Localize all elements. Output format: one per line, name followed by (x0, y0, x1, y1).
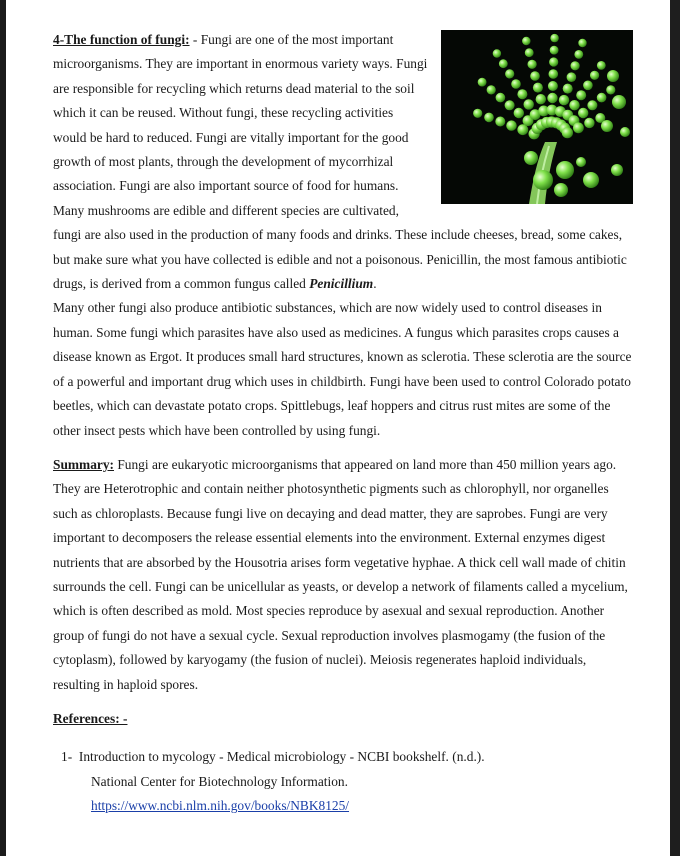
reference-publisher: National Center for Biotechnology Information. (91, 773, 348, 789)
antibiotics-paragraph: Many other fungi also produce antibiotic substances, which are now widely used to control diseases in human. Some fungi which parasites have also used as medicines. A fungus which parasites crops causes a disease known as Ergot. It produces small hard structures, known as sclerotia. These sclerotia are the source of a powerful and important drug which uses in childbirth. Fungi have been used to control Colorado potato beetles, which can devastate potato crops. Spittlebugs, leaf hoppers and citrus rust mites are some of the other insect pests which have been controlled by using fungi. (53, 300, 632, 438)
penicillium-micrograph-icon (441, 30, 633, 204)
penicillium-image (441, 30, 633, 204)
reference-item (61, 745, 633, 818)
reference-list (53, 745, 633, 818)
left-scan-edge (0, 0, 6, 856)
summary-paragraph (53, 453, 633, 697)
right-scan-edge (670, 0, 680, 856)
function-of-fungi-paragraph: 4-The function of fungi: - Fungi are one of the most important microorganisms. They are important in enormous variety ways. Fungi are responsible for recycling which returns dead material to the soil which it can be reused. Without fungi, these recycling activities would be hard to reduced. Fungi are vitally important for the good growth of most plants, through the development of mycorrhizal association. Fungi are also important source of food for humans. Many mushrooms are edible and different species are cultivated, fungi are also used in the production of many foods and drinks. These include cheeses, bread, some cakes, but make sure what you have collected is edible and not a poisonous. Penicillin, the most famous antibiotic drugs, is derived from a common fungus called Penicillium. (53, 28, 633, 296)
section-heading-function-of-fungi: 4-The function of fungi: (53, 32, 190, 47)
section-heading-summary: Summary: (53, 456, 114, 472)
reference-link[interactable]: https://www.ncbi.nlm.nih.gov/books/NBK8125/ (91, 798, 350, 814)
references-heading: References: - (53, 710, 128, 726)
summary-text: Fungi are eukaryotic microorganisms that appeared on land more than 450 million years ago. They are Heterotrophic and contain neither photosynthetic pigments such as chlorophyll, nor organelles such as chloroplasts. Because fungi live on decaying and dead matter, they are saprobes. Fungi are very important to decomposers the release essential elements into the environment. External enzymes digest nutrients that are absorbed by the Housotria arises form vegetative hyphae. A thick cell wall made of chitin surrounds the cell. Fungi can be unicellular as yeasts, or develop a network of filaments called a mycelium, which is often described as mold. Most species reproduce by asexual and sexual reproduction. Another group of fungi do not have a sexual cycle. Sexual reproduction involves plasmogamy (the fusion of the cytoplasm), followed by karyogamy (the fusion of nuclei). Meiosis regenerates haploid individuals, resulting in haploid spores. (53, 456, 628, 692)
function-of-fungi-text: Fungi are one of the most important microorganisms. They are important in enormous variety ways. Fungi are responsible for recycling which returns dead material to the soil which it can be reused. Without fungi, these recycling activities would be hard to reduced. Fungi are vitally important for the good growth of most plants, through the development of mycorrhizal association. Fungi are also important source of food for humans. Many mushrooms are edible and different species are cultivated, fungi are also used in the production of many foods and drinks. These include cheeses, bread, some cakes, but make sure what you have collected is edible and not a poisonous. Penicillin, the most famous antibiotic drugs, is derived from a common fungus called (53, 32, 627, 292)
reference-title: Introduction to mycology - Medical microbiology - NCBI bookshelf. (n.d.). (78, 749, 485, 765)
document-content (53, 28, 633, 819)
reference-number: 1- (61, 749, 73, 765)
penicillium-genus: Penicillium (309, 276, 374, 292)
